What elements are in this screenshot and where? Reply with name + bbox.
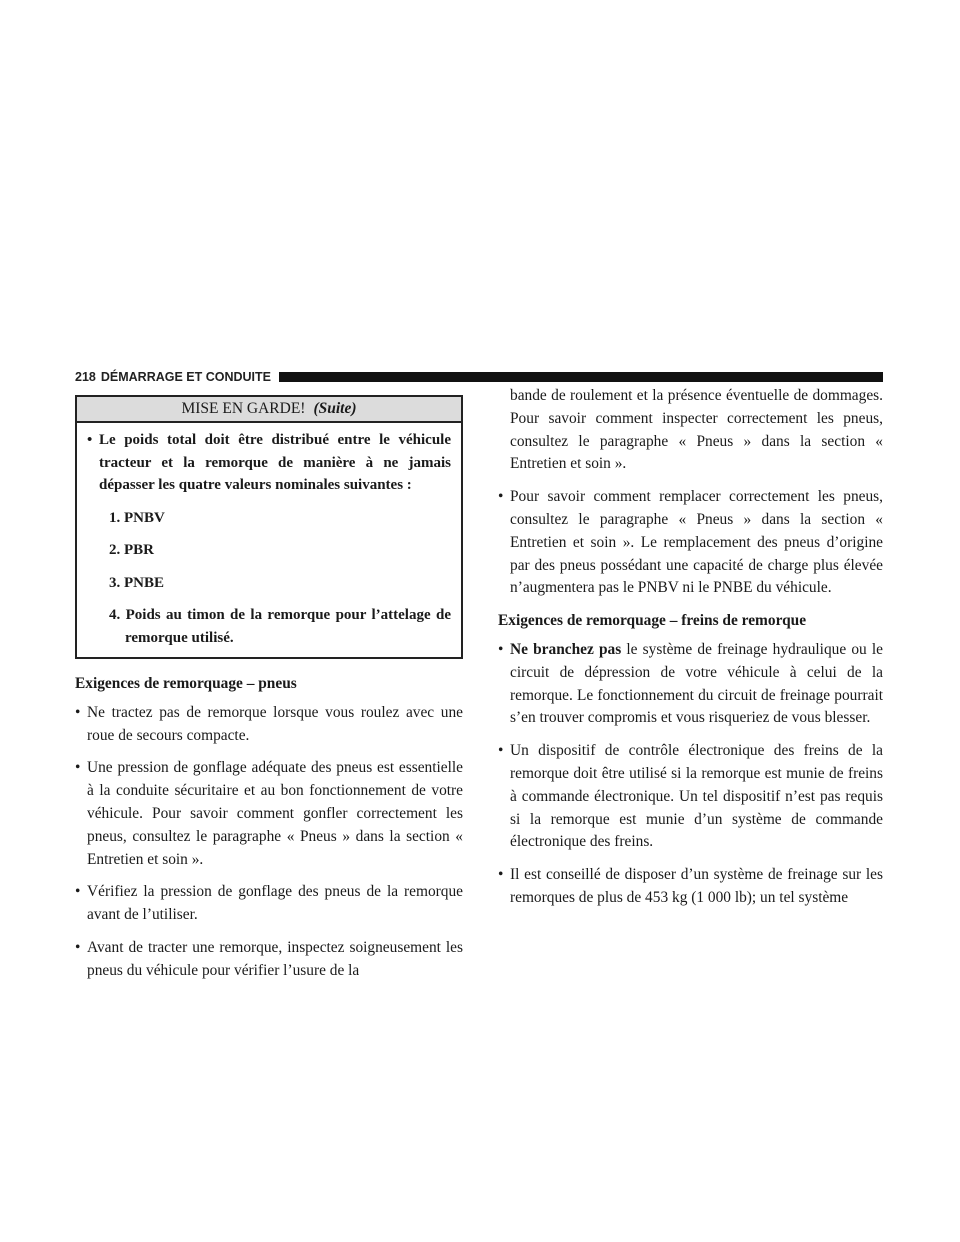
list-item: • Il est conseillé de disposer d’un système de freinage sur les remorques de plus de 453 kg (1 000 lb); un tel système [498,864,883,910]
left-column [75,395,463,993]
bullet-icon: • [498,640,504,658]
list-item: • Ne branchez pas le système de freinage hydraulique ou le circuit de dépression de votre véhicule à celui de la remorque. Le fonctionnement du circuit de freinage pourrait s’en trouver compromis et vous risqueriez de vous blesser. [498,639,883,730]
bullet-icon: • [498,488,504,506]
warning-title-bar [77,397,461,423]
section-title: DÉMARRAGE ET CONDUITE [100,370,272,384]
warning-list [87,507,451,650]
warning-bullet [87,429,451,497]
list-item: • Une pression de gonflage adéquate des pneus est essentielle à la conduite sécuritaire et au bon fonctionnement de votre véhicule. Pour savoir comment gonfler correctement les pneus, consultez le paragraphe « Pneus » dans la section « Entretien et soin ». [75,757,463,871]
page-header [75,370,883,384]
list-item: • Pour savoir comment remplacer correctement les pneus, consultez le paragraphe « Pneus » dans la section « Entretien et soin ». Le remplacement des pneus d’origine par des pneus possédant une capacité de charge plus élevée n’augmentera pas le PNBV ni le PNBE du véhicule. [498,486,883,600]
continuation-text: bande de roulement et la présence éventuelle de dommages. Pour savoir comment inspecter correctement les pneus, consultez le paragraphe « Pneus » dans la section « Entretien et soin ». [510,387,883,473]
bullet-icon: • [87,432,93,448]
bullet-icon: • [75,883,81,901]
warning-item: 4. Poids au timon de la remorque pour l’attelage de remorque utilisé. [109,607,451,646]
warning-item: 3. PNBE [109,574,165,591]
list-item: • Avant de tracter une remorque, inspectez soigneusement les pneus du véhicule pour vérifier l’usure de la [75,937,463,983]
warning-bullet-text: Le poids total doit être distribué entre le véhicule tracteur et la remorque de manière à ne jamais dépasser les quatre valeurs nominales suivantes : [99,432,451,493]
right-column [498,385,883,920]
bullet-icon: • [75,938,81,956]
tires-list [75,702,463,983]
tires-heading: Exigences de remorquage – pneus [75,675,297,692]
bullet-icon: • [75,759,81,777]
tires-list-continued [498,486,883,600]
bold-text: Ne branchez pas [510,640,622,658]
list-item: • Vérifiez la pression de gonflage des pneus de la remorque avant de l’utiliser. [75,881,463,927]
list-item: • Ne tractez pas de remorque lorsque vous roulez avec une roue de secours compacte. [75,702,463,748]
bullet-icon: • [498,866,504,884]
bullet-icon: • [75,703,81,721]
header-rule [279,372,883,382]
brakes-heading: Exigences de remorquage – freins de remorque [498,612,807,630]
warning-suite: (Suite) [313,400,357,417]
warning-body [77,423,461,657]
warning-item: 1. PNBV [109,509,165,526]
page-number: 218 [75,370,96,384]
warning-title: MISE EN GARDE! [181,400,306,417]
warning-item: 2. PBR [109,542,154,558]
warning-box [75,395,463,659]
bullet-icon: • [498,742,504,760]
brakes-list [498,639,883,910]
list-item: • Un dispositif de contrôle électronique des freins de la remorque doit être utilisé si la remorque est munie de freins à commande électronique. Un tel dispositif n’est pas requis si la remorque est munie d’un système de commande électronique des freins. [498,740,883,854]
